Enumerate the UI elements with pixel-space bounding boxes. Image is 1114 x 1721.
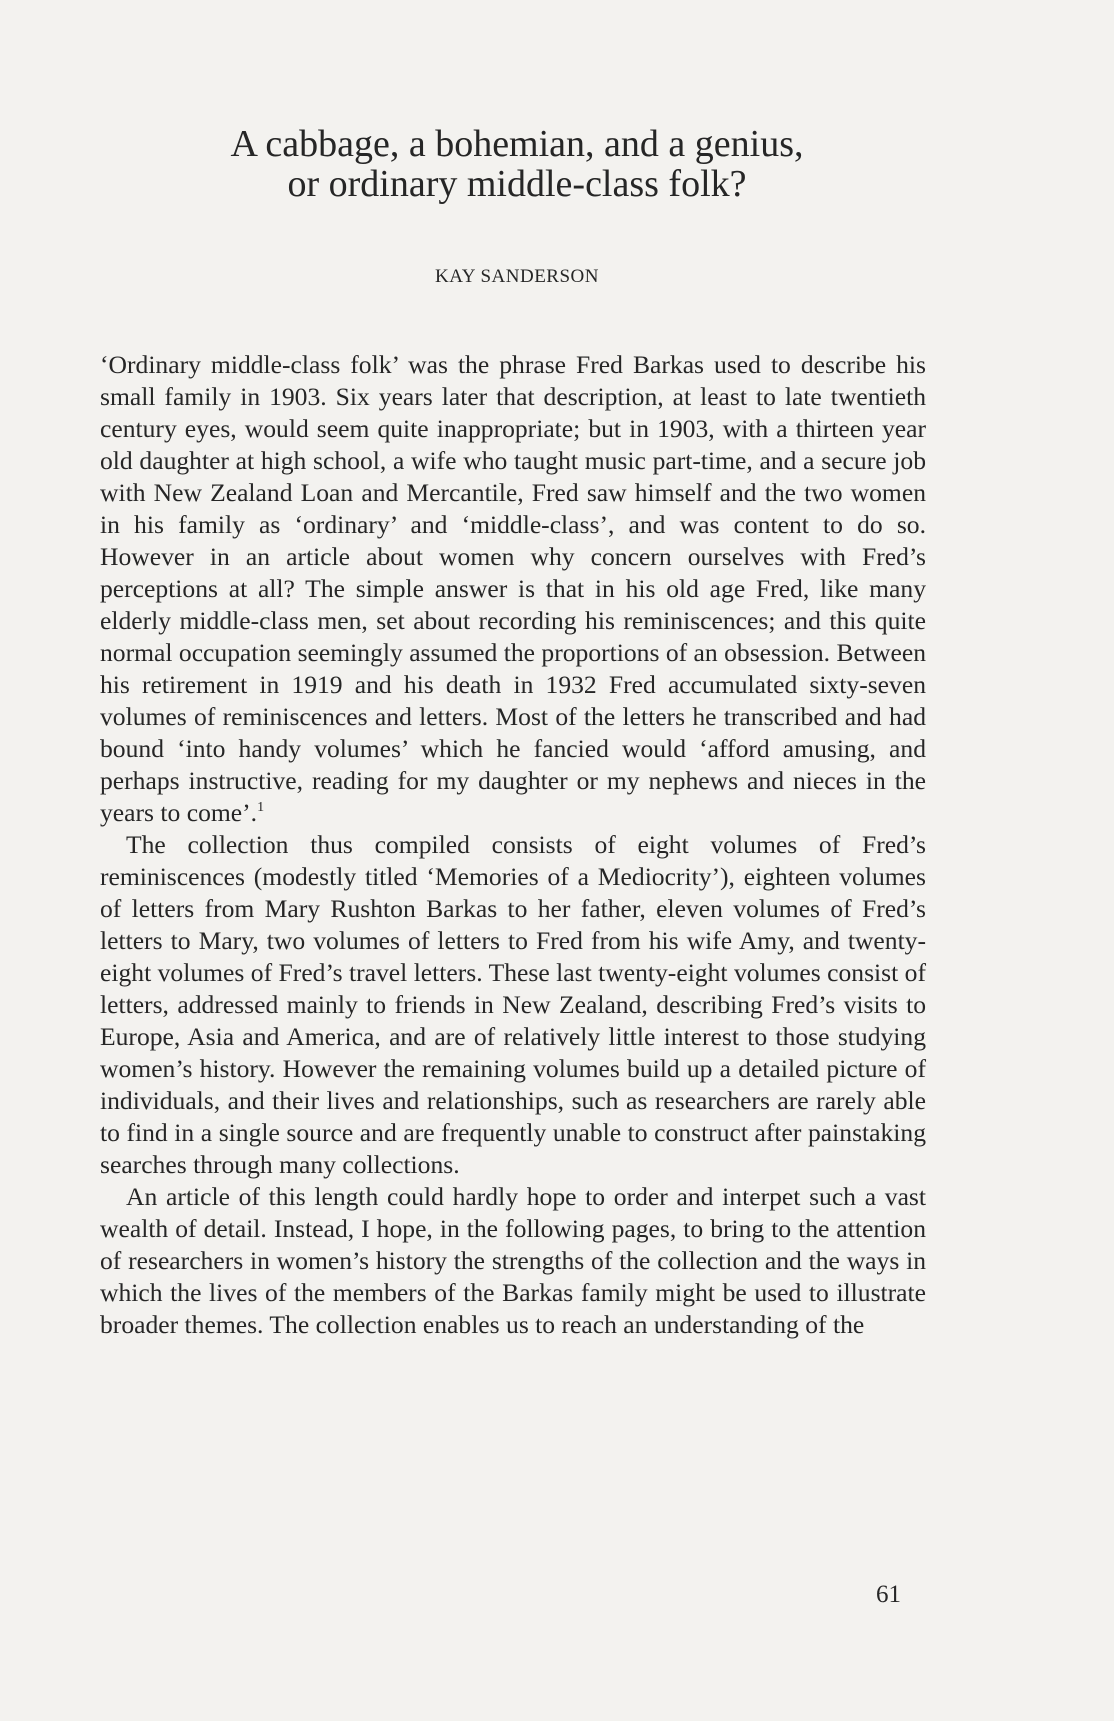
article-title xyxy=(100,124,934,204)
paragraph-2: The collection thus compiled consists of eight volumes of Fred’s reminiscences (modestly titled ‘Memories of a Mediocrity’), eighteen volumes of letters from Mary Rushton Barkas to her father, eleven volumes of Fred’s letters to Mary, two volumes of letters to Fred from his wife Amy, and twenty-eight volumes of Fred’s travel letters. These last twenty-eight volumes consist of letters, addressed mainly to friends in New Zealand, describing Fred’s visits to Europe, Asia and America, and are of relatively little interest to those studying women’s history. However the remaining volumes build up a detailed picture of individuals, and their lives and relationships, such as researchers are rarely able to find in a single source and are frequently unable to construct after painstaking searches through many collections. xyxy=(100,830,926,1179)
page-number: 61 xyxy=(876,1581,901,1608)
paragraph-1 xyxy=(100,349,926,829)
article-title-line-1: A cabbage, a bohemian, and a genius, xyxy=(230,123,804,165)
article-author: KAY SANDERSON xyxy=(435,266,599,287)
article-body xyxy=(100,349,926,1341)
footnote-marker: 1 xyxy=(257,800,265,815)
article-title-line-2: or ordinary middle-class folk? xyxy=(287,163,747,205)
paragraph-3: An article of this length could hardly hope to order and interpet such a vast wealth of detail. Instead, I hope, in the following pages, to bring to the attention of researchers in women’s history the strengths of the collection and the ways in which the lives of the members of the Barkas family might be used to illustrate broader themes. The collection enables us to reach an understanding of the xyxy=(100,1182,926,1339)
paragraph-1-text: ‘Ordinary middle-class folk’ was the phrase Fred Barkas used to describe his small family in 1903. Six years later that description, at least to late twentieth century eyes, would seem quite inappropriate; but in 1903, with a thirteen year old daughter at high school, a wife who taught music part-time, and a secure job with New Zealand Loan and Mercantile, Fred saw himself and the two women in his family as ‘ordinary’ and ‘middle-class’, and was content to do so. However in an article about women why concern ourselves with Fred’s perceptions at all? The simple answer is that in his old age Fred, like many elderly middle-class men, set about recording his reminiscences; and this quite normal occupation seemingly assumed the proportions of an obsession. Between his retirement in 1919 and his death in 1932 Fred accumulated sixty-seven volumes of reminiscences and letters. Most of the letters he transcribed and had bound ‘into handy volumes’ which he fancied would ‘afford amusing, and perhaps instructive, reading for my daughter or my nephews and nieces in the years to come’. xyxy=(100,350,926,827)
